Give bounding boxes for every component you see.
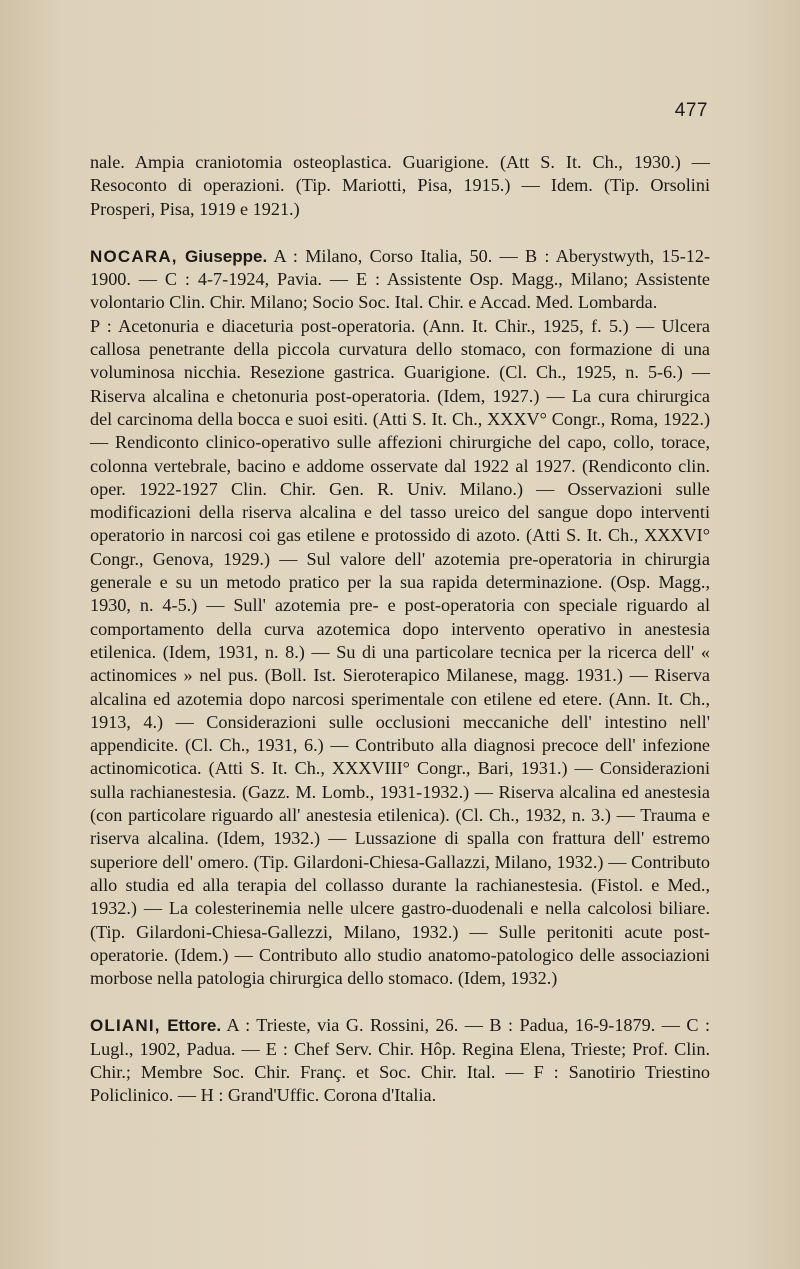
continued-entry-text: nale. Ampia craniotomia osteoplastica. Guarigione. (Att S. It. Ch., 1930.) — Resoconto di operazioni. (Tip. Mariotti, Pisa, 1915.) — Idem. (Tip. Orsolini Prosperi, Pisa, 1919 e 1921.) bbox=[90, 152, 710, 219]
entry-details: A : Milano, Corso Italia, 50. — B : Aberystwyth, 15-12-1900. — C : 4-7-1924, Pavia. — E : Assistente Osp. Magg., Milano; Assistente volontario Clin. Chir. Milano; Socio Soc. Ital. Chir. e Accad. Med. Lombarda. bbox=[90, 245, 711, 313]
entry-nocara-header bbox=[90, 245, 710, 315]
entry-details: A : Trieste, via G. Rossini, 26. — B : Padua, 16-9-1879. — C : Lugl., 1902, Padua. — E : Chef Serv. Chir. Hôp. Regina Elena, Trieste; Prof. Clin. Chir.; Membre Soc. Chir. Franç. et Soc. Chir. Ital. — F : Sanotirio Triestino Policlinico. — H : Grand'Uffic. Corona d'Italia. bbox=[90, 1015, 710, 1106]
entry-given-name: Ettore. bbox=[167, 1016, 222, 1036]
text-block bbox=[90, 151, 710, 1108]
entry-surname: NOCARA, bbox=[90, 246, 178, 266]
entry-separator bbox=[90, 990, 710, 1014]
entry-separator bbox=[90, 221, 710, 245]
page-number: 477 bbox=[674, 100, 708, 121]
entry-given-name: Giuseppe. bbox=[185, 246, 268, 266]
entry-surname: OLIANI, bbox=[90, 1016, 161, 1036]
entry-oliani-header bbox=[90, 1014, 710, 1107]
entry-nocara-publications: P : Acetonuria e diaceturia post-operatoria. (Ann. It. Chir., 1925, f. 5.) — Ulcera callosa penetrante della piccola curvatura dello stomaco, con formazione di una voluminosa nicchia. Resezione gastrica. Guarigione. (Cl. Ch., 1925, n. 5-6.) — Riserva alcalina e chetonuria post-operatoria. (Idem, 1927.) — La cura chirurgica del carcinoma della bocca e suoi esiti. (Atti S. It. Ch., XXXV° Congr., Roma, 1922.) — Rendiconto clinico-operativo sulle affezioni chirurgiche del capo, collo, torace, colonna vertebrale, bacino e addome osservate dal 1922 al 1927. (Rendiconto clin. oper. 1922-1927 Clin. Chir. Gen. R. Univ. Milano.) — Osservazioni sulle modificazioni della riserva alcalina e del tasso ureico del sangue dopo interventi operatorio in narcosi coi gas etilene e protossido di azoto. (Atti S. It. Ch., XXXVI° Congr., Genova, 1929.) — Sul valore dell' azotemia pre-operatoria in chirurgia generale e su un metodo pratico per la sua rapida determinazione. (Osp. Magg., 1930, n. 4-5.) — Sull' azotemia pre- e post-operatoria con speciale riguardo al comportamento della curva azotemica dopo intervento operativo in anestesia etilenica. (Idem, 1931, n. 8.) — Su di una particolare tecnica per la ricerca dell' « actinomices » nel pus. (Boll. Ist. Sieroterapico Milanese, magg. 1931.) — Riserva alcalina ed azotemia dopo narcosi sperimentale con etilene ed etere. (Ann. It. Ch., 1913, 4.) — Considerazioni sulle occlusioni meccaniche dell' intestino nell' appendicite. (Cl. Ch., 1931, 6.) — Contributo alla diagnosi precoce dell' infezione actinomicotica. (Atti S. It. Ch., XXXVIII° Congr., Bari, 1931.) — Considerazioni sulla rachianestesia. (Gazz. M. Lomb., 1931-1932.) — Riserva alcalina ed anestesia (con particolare riguardo all' anestesia etilenica). (Cl. Ch., 1932, n. 3.) — Trauma e riserva alcalina. (Idem, 1932.) — Lussazione di spalla con frattura dell' estremo superiore dell' omero. (Tip. Gilardoni-Chiesa-Gallazzi, Milano, 1932.) — Contributo allo studia ed alla terapia del collasso durante la rachianestesia. (Fistol. e Med., 1932.) — La colesterinemia nelle ulcere gastro-duodenali e nella calcolosi biliare. (Tip. Gilardoni-Chiesa-Gallezzi, Milano, 1932.) — Sulle peritoniti acute post-operatorie. (Idem.) — Contributo allo studio anatomo-patologico delle associazioni morbose nella patologia chirurgica dello stomaco. (Idem, 1932.) bbox=[90, 315, 710, 989]
